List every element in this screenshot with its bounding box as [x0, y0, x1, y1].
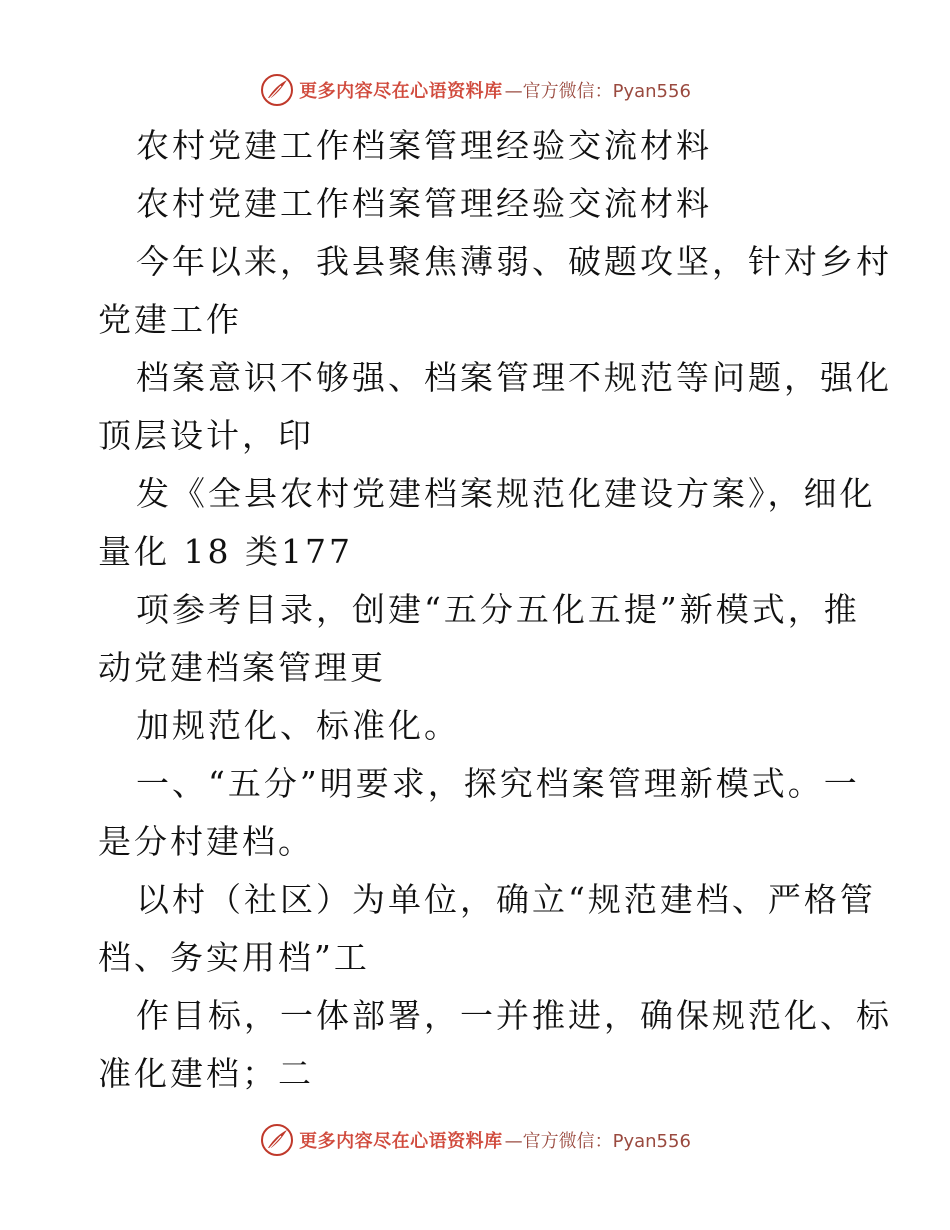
paragraph-line: 动党建档案管理更	[98, 648, 386, 687]
paragraph-line: 是分村建档。	[98, 822, 314, 861]
feather-logo-icon	[259, 72, 295, 108]
paragraph-line: 档、务实用档”工	[98, 938, 370, 977]
paragraph-line: 今年以来，我县聚焦薄弱、破题攻坚，针对乡村	[136, 242, 892, 281]
section-heading-line: 一、“五分”明要求，探究档案管理新模式。一	[136, 764, 860, 803]
paragraph-line: 发《全县农村党建档案规范化建设方案》，细化	[136, 474, 876, 513]
banner-wechat-text: —官方微信：Pyan556	[504, 81, 691, 102]
banner-main-text: 更多内容尽在心语资料库	[299, 81, 503, 102]
paragraph-line: 项参考目录，创建“五分五化五提”新模式，推	[136, 590, 860, 629]
banner-wechat-text: —官方微信：Pyan556	[504, 1131, 691, 1152]
paragraph-line: 档案意识不够强、档案管理不规范等问题，强化	[136, 358, 892, 397]
paragraph-line: 作目标，一体部署，一并推进，确保规范化、标	[136, 996, 892, 1035]
footer-banner	[0, 1120, 950, 1160]
paragraph-line: 准化建档；二	[98, 1054, 314, 1093]
paragraph-line: 加规范化、标准化。	[136, 706, 460, 745]
banner-main-text: 更多内容尽在心语资料库	[299, 1131, 503, 1152]
document-subtitle: 农村党建工作档案管理经验交流材料	[136, 184, 712, 223]
paragraph-line: 顶层设计，印	[98, 416, 314, 455]
paragraph-line: 以村（社区）为单位，确立“规范建档、严格管	[136, 880, 876, 919]
document-title: 农村党建工作档案管理经验交流材料	[136, 126, 712, 165]
document-body	[98, 117, 892, 1103]
paragraph-line: 党建工作	[98, 300, 242, 339]
feather-logo-icon	[259, 1122, 295, 1158]
header-banner	[0, 70, 950, 110]
paragraph-line: 量化 18 类177	[98, 532, 353, 571]
